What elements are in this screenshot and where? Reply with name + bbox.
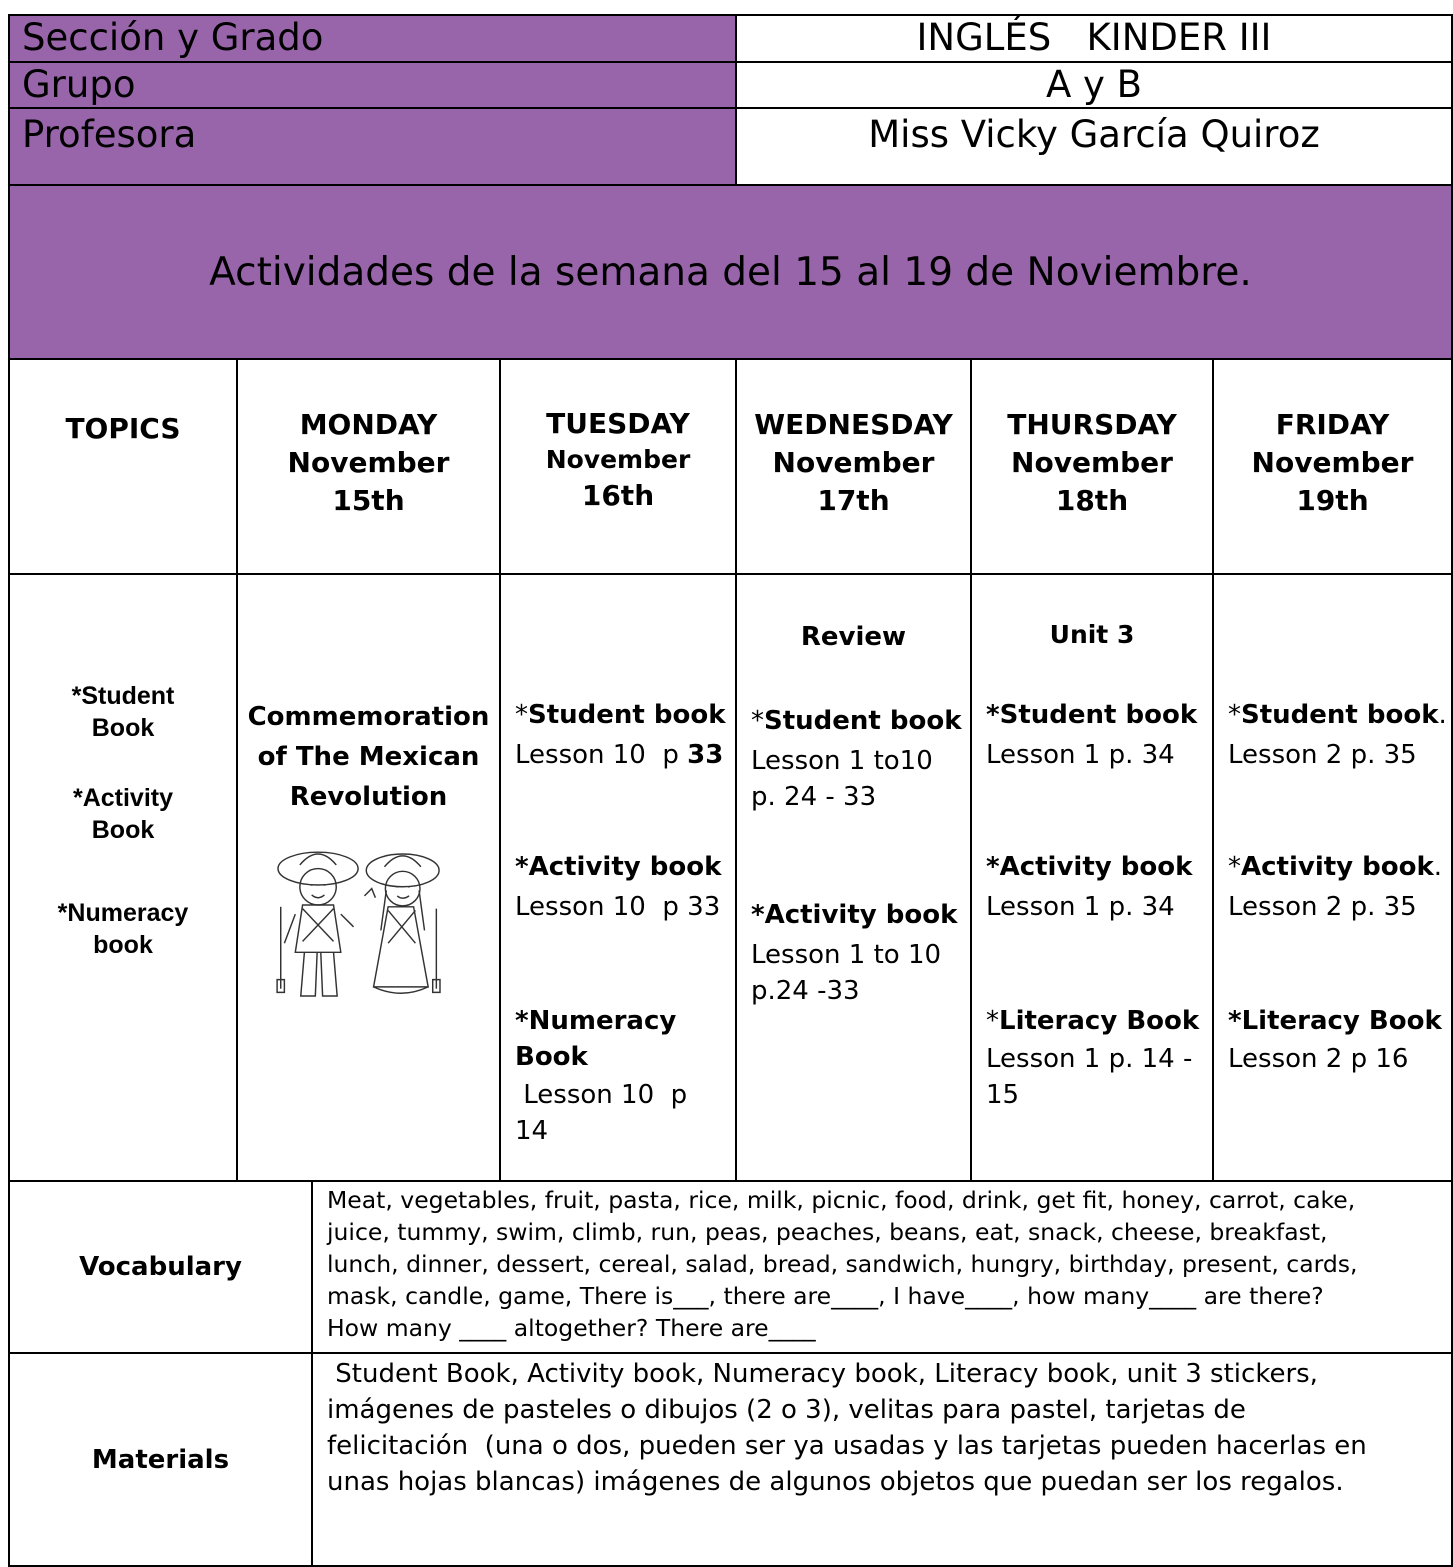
wednesday-student-book-lesson: Lesson 1 to10 bbox=[751, 746, 933, 776]
friday-literacy-book-title: *Literacy Book bbox=[1228, 1006, 1442, 1036]
materials-text-cell bbox=[311, 1352, 1453, 1567]
vocabulary-line: lunch, dinner, dessert, cereal, salad, bread, sandwich, hungry, birthday, present, cards, bbox=[327, 1250, 1358, 1278]
thursday-cell bbox=[970, 573, 1214, 1182]
tuesday-date: 16th bbox=[581, 479, 655, 512]
friday-literacy-book-lesson: Lesson 2 p 16 bbox=[1228, 1044, 1409, 1074]
revolution-kids-illustration bbox=[268, 843, 450, 1007]
friday-date: 19th bbox=[1296, 484, 1369, 517]
topic-student-2: Book bbox=[91, 714, 155, 742]
seccion-value: INGLÉS KINDER III bbox=[916, 16, 1272, 59]
wednesday-month: November bbox=[772, 446, 935, 479]
grupo-value: A y B bbox=[1045, 63, 1143, 106]
friday-student-book-title: *Student book. bbox=[1228, 700, 1447, 730]
thursday-header bbox=[970, 358, 1214, 575]
friday-day: FRIDAY bbox=[1275, 408, 1390, 441]
friday-student-book-lesson: Lesson 2 p. 35 bbox=[1228, 740, 1417, 770]
tuesday-numeracy-lesson: Lesson 10 p bbox=[515, 1080, 688, 1110]
seccion-value-cell bbox=[735, 14, 1453, 63]
profesora-value: Miss Vicky García Quiroz bbox=[868, 113, 1320, 156]
thursday-literacy-book-title: *Literacy Book bbox=[986, 1006, 1200, 1036]
wednesday-review-heading: Review bbox=[800, 622, 907, 652]
thursday-activity-book-lesson: Lesson 1 p. 34 bbox=[986, 892, 1175, 922]
friday-cell bbox=[1212, 573, 1453, 1182]
tuesday-numeracy-title-2: Book bbox=[515, 1042, 588, 1072]
monday-title-3: Revolution bbox=[289, 782, 448, 812]
friday-month: November bbox=[1251, 446, 1414, 479]
topic-activity-1: *Activity bbox=[72, 784, 174, 812]
wednesday-header bbox=[735, 358, 972, 575]
tuesday-student-book-lesson: Lesson 10 p 33 bbox=[515, 740, 724, 770]
lesson-plan-sheet bbox=[8, 14, 1453, 1551]
wednesday-activity-book-title: *Activity book bbox=[751, 900, 958, 930]
topics-header bbox=[8, 358, 238, 575]
wednesday-cell bbox=[735, 573, 972, 1182]
friday-activity-book-lesson: Lesson 2 p. 35 bbox=[1228, 892, 1417, 922]
friday-activity-book-title: *Activity book. bbox=[1228, 852, 1443, 882]
profesora-value-cell bbox=[735, 107, 1453, 186]
topic-numeracy-2: book bbox=[93, 931, 153, 959]
topic-student-1: *Student bbox=[71, 682, 175, 710]
monday-date: 15th bbox=[332, 484, 405, 517]
week-title: Actividades de la semana del 15 al 19 de Noviembre. bbox=[209, 249, 1252, 295]
wednesday-student-book-pages: p. 24 - 33 bbox=[751, 782, 877, 812]
profesora-label-cell bbox=[8, 107, 737, 186]
grupo-label-cell bbox=[8, 61, 737, 109]
tuesday-activity-book-title: *Activity book bbox=[515, 852, 722, 882]
monday-title-1: Commemoration bbox=[247, 702, 490, 732]
tuesday-cell bbox=[499, 573, 737, 1182]
tuesday-activity-book-lesson: Lesson 10 p 33 bbox=[515, 892, 721, 922]
tuesday-student-book-title: *Student book bbox=[515, 700, 726, 730]
grupo-label: Grupo bbox=[22, 63, 136, 106]
monday-day: MONDAY bbox=[299, 408, 438, 441]
thursday-unit-heading: Unit 3 bbox=[1049, 620, 1135, 649]
seccion-label-cell bbox=[8, 14, 737, 63]
wednesday-activity-book-pages: p.24 -33 bbox=[751, 976, 860, 1006]
thursday-literacy-book-page: 15 bbox=[986, 1080, 1020, 1110]
materials-line: Student Book, Activity book, Numeracy book, Literacy book, unit 3 stickers, bbox=[327, 1359, 1318, 1389]
profesora-label: Profesora bbox=[22, 113, 197, 156]
wednesday-activity-book-lesson: Lesson 1 to 10 bbox=[751, 940, 942, 970]
monday-title-2: of The Mexican bbox=[257, 742, 480, 772]
thursday-activity-book-title: *Activity book bbox=[986, 852, 1193, 882]
vocabulary-text-cell bbox=[311, 1180, 1453, 1354]
vocabulary-label-cell bbox=[8, 1180, 313, 1354]
seccion-label: Sección y Grado bbox=[22, 16, 324, 59]
materials-label: Materials bbox=[91, 1444, 230, 1475]
grupo-value-cell bbox=[735, 61, 1453, 109]
vocabulary-line: How many ____ altogether? There are____ bbox=[327, 1314, 816, 1342]
vocabulary-line: Meat, vegetables, fruit, pasta, rice, milk, picnic, food, drink, get fit, honey, carrot, cake, bbox=[327, 1186, 1356, 1214]
monday-header bbox=[236, 358, 501, 575]
materials-line: felicitación (una o dos, pueden ser ya usadas y las tarjetas pueden hacerlas en bbox=[327, 1431, 1367, 1461]
thursday-literacy-book-lesson: Lesson 1 p. 14 - bbox=[986, 1044, 1193, 1074]
topics-cell bbox=[8, 573, 238, 1182]
topic-activity-2: Book bbox=[91, 816, 155, 844]
tuesday-day: TUESDAY bbox=[546, 407, 690, 440]
tuesday-header bbox=[499, 358, 737, 575]
wednesday-student-book-title: *Student book bbox=[751, 706, 962, 736]
thursday-date: 18th bbox=[1055, 484, 1129, 517]
tuesday-numeracy-page: 14 bbox=[515, 1116, 549, 1146]
wednesday-day: WEDNESDAY bbox=[754, 408, 953, 441]
monday-month: November bbox=[287, 446, 450, 479]
thursday-day: THURSDAY bbox=[1007, 408, 1177, 441]
vocabulary-line: mask, candle, game, There is___, there are____, I have____, how many____ are there? bbox=[327, 1282, 1324, 1310]
week-title-banner bbox=[8, 184, 1453, 360]
vocabulary-label: Vocabulary bbox=[79, 1252, 242, 1282]
materials-label-cell bbox=[8, 1352, 313, 1567]
friday-header bbox=[1212, 358, 1453, 575]
thursday-student-book-title: *Student book bbox=[986, 700, 1198, 730]
topic-numeracy-1: *Numeracy bbox=[57, 899, 189, 927]
monday-cell bbox=[236, 573, 501, 1182]
thursday-month: November bbox=[1011, 446, 1173, 479]
topics-header-label: TOPICS bbox=[65, 412, 181, 445]
tuesday-month: November bbox=[545, 445, 691, 474]
materials-line: imágenes de pasteles o dibujos (2 o 3), velitas para pastel, tarjetas de bbox=[327, 1395, 1246, 1425]
vocabulary-line: juice, tummy, swim, climb, run, peas, peaches, beans, eat, snack, cheese, breakfast, bbox=[327, 1218, 1328, 1246]
tuesday-numeracy-title-1: *Numeracy bbox=[515, 1006, 677, 1036]
materials-line: unas hojas blancas) imágenes de algunos objetos que puedan ser los regalos. bbox=[327, 1467, 1344, 1497]
wednesday-date: 17th bbox=[817, 484, 890, 517]
thursday-student-book-lesson: Lesson 1 p. 34 bbox=[986, 740, 1175, 770]
